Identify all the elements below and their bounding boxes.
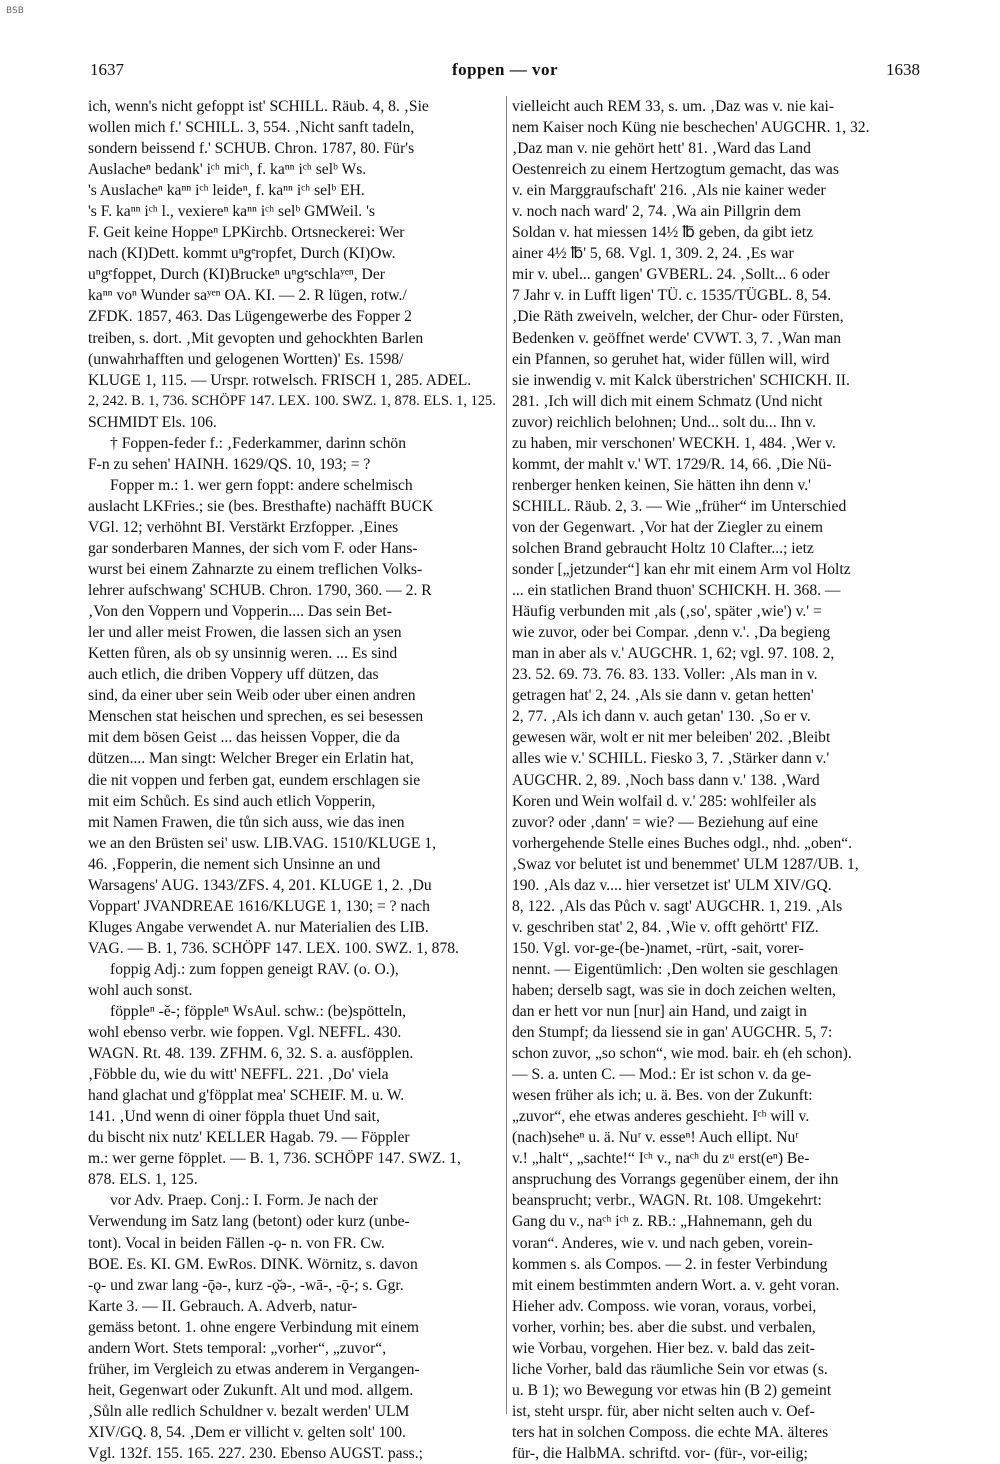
text-line: wesen früher als ich; u. ä. Bes. von der Zukunft:: [512, 1087, 813, 1105]
text-line: Verwendung im Satz lang (betont) oder kurz (unbe-: [88, 1213, 410, 1231]
text-line: zu haben, mir verschonen' WECKH. 1, 484. ‚Wer v.: [512, 434, 836, 452]
page-number-left: 1637: [90, 60, 124, 79]
text-line: beansprucht; verbr., WAGN. Rt. 108. Umgekehrt:: [512, 1192, 822, 1210]
text-line: BOE. Es. KI. GM. EwRos. DINK. Wörnitz, s. davon: [88, 1255, 418, 1273]
text-line: dan er hett vor nun [nur] ain Hand, und zaigt in: [512, 1003, 807, 1021]
text-line: SCHMIDT Els. 106.: [88, 413, 217, 431]
text-line: mit eim Schůch. Es sind auch etlich Vopperin,: [88, 792, 376, 810]
text-line: vorher, vorhin; bes. aber die subst. und verbalen,: [512, 1318, 816, 1336]
text-line: we an den Brüsten sei' usw. LIB.VAG. 1510/KLUGE 1,: [88, 834, 436, 852]
text-line: gar sonderbaren Mannes, der sich vom F. oder Hans-: [88, 539, 418, 557]
text-line: vielleicht auch REM 33, s. um. ‚Daz was v. nie kai-: [512, 98, 835, 115]
text-line: schon zuvor, „so schon“, wie mod. bair. eh (eh schon).: [512, 1045, 852, 1063]
text-line: 2, 77. ‚Als ich dann v. auch getan' 130. ‚So er v.: [512, 708, 811, 726]
text-line: (unwahrhafften und gelogenen Wortten)' Es. 1598/: [88, 350, 404, 368]
column-divider: [506, 96, 507, 1414]
text-line: sie inwendig v. mit Kalck überstrichen' SCHICKH. II.: [512, 371, 850, 389]
text-line: mit Namen Frawen, die tůn sich auss, wie das inen: [88, 813, 405, 831]
text-line: 2, 242. B. 1, 736. SCHÖPF 147. LEX. 100. SWZ. 1, 878. ELS. 1, 125.: [88, 392, 496, 409]
text-line: wohl auch sonst.: [88, 981, 193, 999]
text-line: 190. ‚Als daz v.... hier versetzet ist' ULM XIV/GQ.: [512, 876, 832, 894]
text-line: alles wie v.' SCHILL. Fiesko 3, 7. ‚Stärker dann v.': [512, 750, 830, 768]
text-line: kommt, der mahlt v.' WT. 1729/R. 14, 66. ‚Die Nü-: [512, 455, 832, 473]
text-line: VAG. — B. 1, 736. SCHÖPF 147. LEX. 100. SWZ. 1, 878.: [88, 939, 459, 957]
text-line: (nach)seheⁿ u. ä. Nuʳ v. esseⁿ! Auch ellipt. Nuʳ: [512, 1129, 799, 1147]
text-line: nach (KI)Dett. kommt uⁿgᵉropfet, Durch (KI)Ow.: [88, 245, 396, 263]
text-line: ‚Sůln alle redlich Schuldner v. bezalt werden' ULM: [88, 1402, 410, 1420]
text-line: auch etlich, die driben Voppery uff dützen, das: [88, 666, 379, 684]
text-line: 8, 122. ‚Als das Půch v. sagt' AUGCHR. 1, 219. ‚Als: [512, 897, 843, 915]
running-title: foppen — vor: [451, 60, 559, 79]
text-line: tont). Vocal in beiden Fällen -ǫ- n. von FR. Cw.: [88, 1234, 385, 1252]
text-line: ich, wenn's nicht gefoppt ist' SCHILL. Räub. 4, 8. ‚Sie: [88, 98, 429, 115]
text-line: sondern beissend f.' SCHUB. Chron. 1787, 80. Für's: [88, 140, 415, 158]
text-line: ‚Föbble du, wie du witt' NEFFL. 221. ‚Do' viela: [88, 1066, 389, 1084]
text-line: 878. ELS. 1, 125.: [88, 1171, 198, 1189]
text-line: F. Geit keine Hoppeⁿ LPKirchb. Ortsneckerei: Wer: [88, 224, 405, 242]
text-line: wie zuvor, oder bei Compar. ‚denn v.'. ‚Da begieng: [512, 624, 831, 642]
text-line: 281. ‚Ich will dich mit einem Schmatz (Und nicht: [512, 392, 823, 410]
page-number-right: 1638: [886, 60, 920, 79]
text-line: föppleⁿ -ĕ-; föppleⁿ WsAul. schw.: (be)spötteln,: [110, 1003, 407, 1021]
text-line: Soldan v. hat miessen 14½ ℔ geben, da gibt ietz: [512, 224, 814, 242]
text-line: ... ein statlichen Brand thuon' SCHICKH. H. 368. —: [512, 582, 841, 600]
text-line: getragen hat' 2, 24. ‚Als sie dann v. getan hetten': [512, 687, 814, 705]
text-line: † Foppen-feder f.: ‚Federkammer, darinn schön: [110, 434, 406, 452]
text-line: hand glachat und g'föpplat mea' SCHEIF. M. u. W.: [88, 1087, 405, 1105]
text-line: wollen mich f.' SCHILL. 3, 554. ‚Nicht sanft tadeln,: [88, 119, 415, 137]
text-line: mit dem bösen Geist ... das heissen Vopper, die da: [88, 729, 400, 747]
text-line: andern Wort. Stets temporal: „vorher“, „zuvor“,: [88, 1339, 387, 1357]
text-line: F-n zu sehen' HAINH. 1629/QS. 10, 193; = ?: [88, 455, 371, 473]
text-line: wohl ebenso verbr. wie foppen. Vgl. NEFFL. 430.: [88, 1024, 402, 1042]
text-line: gewesen wär, wolt er nit mer beleiben' 202. ‚Bleibt: [512, 729, 831, 747]
text-line: ‚Die Räth zweiveln, welcher, der Chur- oder Fürsten,: [512, 308, 844, 326]
text-line: ist, steht urspr. für, aber nicht selten auch v. Oef-: [512, 1402, 815, 1420]
page-header: [90, 60, 920, 86]
text-line: ‚Swaz vor belutet ist und benemmet' ULM 1287/UB. 1,: [512, 855, 859, 873]
text-line: v. geschriben stat' 2, 84. ‚Wie v. offt gehörtt' FIZ.: [512, 918, 819, 936]
text-line: für-, die HalbMA. schriftd. vor- (für-, vor-eilig;: [512, 1445, 808, 1462]
text-line: solchen Brand gebraucht Holtz 10 Clafter...; ietz: [512, 539, 814, 557]
text-line: du bischt nix nutz' KELLER Hagab. 79. — Föppler: [88, 1129, 410, 1147]
text-line: Kluges Angabe verwendet A. nur Materialien des LIB.: [88, 918, 429, 936]
text-line: ein Pfannen, so geruhet hat, wider füllen will, wird: [512, 350, 830, 368]
text-line: lehrer aufschwang' SCHUB. Chron. 1790, 360. — 2. R: [88, 582, 432, 600]
text-line: 7 Jahr v. in Lufft ligen' TÜ. c. 1535/TÜGBL. 8, 54.: [512, 287, 832, 305]
text-line: KLUGE 1, 115. — Urspr. rotwelsch. FRISCH 1, 285. ADEL.: [88, 371, 472, 389]
text-line: sonder [„jetzunder“] kan ehr mit einem Arm vol Holtz: [512, 561, 851, 579]
text-line: v. ein Marggraufschaft' 216. ‚Als nie kainer weder: [512, 182, 826, 200]
text-line: ZFDK. 1857, 463. Das Lügengewerbe des Fopper 2: [88, 308, 412, 326]
library-stamp: BSB: [6, 6, 24, 16]
text-line: nennt. — Eigentümlich: ‚Den wolten sie geschlagen: [512, 960, 839, 978]
text-line: 141. ‚Und wenn di oiner föppla thuet Und sait,: [88, 1108, 380, 1126]
text-line: vor Adv. Praep. Conj.: I. Form. Je nach der: [110, 1192, 378, 1210]
text-line: mir v. ubel... gangen' GVBERL. 24. ‚Sollt... 6 oder: [512, 266, 830, 284]
text-line: 46. ‚Fopperin, die nement sich Unsinne an und: [88, 855, 381, 873]
text-line: sind, da einer uber sein Weib oder uber einen andren: [88, 687, 416, 705]
text-line: Häufig verbunden mit ‚als (‚so', später ‚wie') v.' =: [512, 603, 822, 621]
text-line: ‚Von den Voppern und Vopperin.... Das sein Bet-: [88, 603, 392, 621]
text-line: von der Gegenwart. ‚Vor hat der Ziegler zu einem: [512, 518, 824, 536]
text-line: ler und aller meist Frowen, die lassen sich an ysen: [88, 624, 402, 642]
text-line: nem Kaiser noch Küng nie beschechen' AUGCHR. 1, 32.: [512, 119, 870, 137]
left-column: [88, 96, 496, 1462]
text-line: uⁿgᵉfoppet, Durch (KI)Bruckeⁿ uⁿgᵉschlaʸᵉⁿ, Der: [88, 266, 385, 284]
text-line: anspruchung des Vorrangs gegenüber einem, der ihn: [512, 1171, 839, 1189]
text-line: zuvor) reichlich belohnen; Und... solt du... Ihn v.: [512, 413, 816, 431]
text-line: Oestenreich zu einem Hertzogtum gemacht, das was: [512, 161, 839, 179]
text-line: — S. a. unten C. — Mod.: Er ist schon v. da ge-: [512, 1066, 812, 1084]
text-line: u. B 1); wo Bewegung vor etwas hin (B 2) gemeint: [512, 1381, 832, 1399]
text-line: „zuvor“, ehe etwas anderes geschieht. Iᶜʰ will v.: [512, 1108, 810, 1126]
text-line: wie Vorbau, vorgehen. Hier bez. v. bald das zeit-: [512, 1339, 815, 1357]
text-line: m.: wer gerne föpplet. — B. 1, 736. SCHÖPF 147. SWZ. 1,: [88, 1150, 461, 1168]
text-line: früher, im Vergleich zu etwas anderem in Vergangen-: [88, 1360, 420, 1378]
text-line: mit einem bestimmten andern Wort. a. v. geht voran.: [512, 1276, 840, 1294]
text-line: vorhergehende Stelle eines Buches odgl., nhd. „oben“.: [512, 834, 853, 852]
text-line: man in aber als v.' AUGCHR. 1, 62; vgl. 97. 108. 2,: [512, 645, 835, 663]
text-line: haben; derselb sagt, was sie in doch zeichen welten,: [512, 981, 836, 999]
text-line: kaⁿⁿ voⁿ Wunder saʸᵉⁿ OA. KI. — 2. R lügen, rotw./: [88, 287, 407, 305]
text-line: v. noch nach ward' 2, 74. ‚Wa ain Pillgrin dem: [512, 203, 801, 221]
text-line: Vgl. 132f. 155. 165. 227. 230. Ebenso AUGST. pass.;: [88, 1445, 423, 1462]
text-line: 's Auslacheⁿ kaⁿⁿ iᶜʰ leideⁿ, f. kaⁿⁿ iᶜʰ selᵇ EH.: [88, 182, 365, 200]
text-line: Koren und Wein wolfail d. v.' 285: wohlfeiler als: [512, 792, 817, 810]
text-line: kommen s. als Compos. — 2. in fester Verbindung: [512, 1255, 828, 1273]
text-line: Menschen stat heischen und sprechen, es sei besessen: [88, 708, 424, 726]
text-line: Gang du v., naᶜʰ iᶜʰ z. RB.: „Hahnemann, geh du: [512, 1213, 813, 1231]
text-line: Ketten fůren, als ob sy unsinnig weren. ... Es sind: [88, 645, 398, 663]
text-line: renberger henken keinen, Sie hätten ihn denn v.': [512, 476, 811, 494]
text-line: XIV/GQ. 8, 54. ‚Dem er villicht v. gelten solt' 100.: [88, 1423, 406, 1441]
text-line: die nit voppen und ferben gat, eundem erschlagen sie: [88, 771, 421, 789]
text-line: Auslacheⁿ bedank' iᶜʰ miᶜʰ, f. kaⁿⁿ iᶜʰ selᵇ Ws.: [88, 161, 367, 179]
text-line: foppig Adj.: zum foppen geneigt RAV. (o. O.),: [110, 960, 399, 978]
text-line: den Stumpf; da liessend sie in gan' AUGCHR. 5, 7:: [512, 1024, 833, 1042]
text-line: 23. 52. 69. 73. 76. 83. 133. Voller: ‚Als man in v.: [512, 666, 818, 684]
text-line: Bedenken v. geöffnet werde' CVWT. 3, 7. ‚Wan man: [512, 329, 842, 347]
text-line: WAGN. Rt. 48. 139. ZFHM. 6, 32. S. a. ausföpplen.: [88, 1045, 414, 1063]
text-line: ters hat in solchen Composs. die echte MA. älteres: [512, 1423, 829, 1441]
text-line: SCHILL. Räub. 2, 3. — Wie „früher“ im Unterschied: [512, 497, 847, 515]
text-line: VGl. 12; verhöhnt BI. Verstärkt Erzfopper. ‚Eines: [88, 518, 399, 536]
text-line: 's F. kaⁿⁿ iᶜʰ l., vexiereⁿ kaⁿⁿ iᶜʰ selᵇ GMWeil. 's: [88, 203, 375, 221]
text-line: Hieher adv. Composs. wie voran, voraus, vorbei,: [512, 1297, 817, 1315]
text-line: v.! „halt“, „sachte!“ Iᶜʰ v., naᶜʰ du zᵘ erst(eⁿ) Be-: [512, 1150, 810, 1168]
text-line: voran“. Anderes, wie v. und nach geben, vorein-: [512, 1234, 813, 1252]
text-line: gemäss betont. 1. ohne engere Verbindung mit einem: [88, 1318, 420, 1336]
text-line: wurst bei einem Zahnarzte zu einem treflichen Volks-: [88, 561, 423, 579]
right-column: [512, 96, 920, 1462]
text-line: treiben, s. dort. ‚Mit gevopten und gehockhten Barlen: [88, 329, 424, 347]
text-line: AUGCHR. 2, 89. ‚Noch bass dann v.' 138. ‚Ward: [512, 771, 820, 789]
text-line: heit, Gegenwart oder Zukunft. Alt und mod. allgem.: [88, 1381, 414, 1399]
text-line: -ǫ- und zwar lang -ǭə-, kurz -ǫ̆ə-, -wā-, -ǭ-; s. Ggr.: [88, 1276, 404, 1294]
text-line: zuvor? oder ‚dann' = wie? — Beziehung auf eine: [512, 813, 819, 831]
text-line: auslacht LKFries.; sie (bes. Bresthafte) nachäfft BUCK: [88, 497, 434, 515]
text-line: 150. Vgl. vor-ge-(be-)namet, -rürt, -sait, vorer-: [512, 939, 804, 957]
text-line: liche Vorher, bald das räumliche Sein vor etwas (s.: [512, 1360, 828, 1378]
text-line: Warsagens' AUG. 1343/ZFS. 4, 201. KLUGE 1, 2. ‚Du: [88, 876, 432, 894]
text-line: ‚Daz man v. nie gehört hett' 81. ‚Ward das Land: [512, 140, 811, 158]
text-line: Karte 3. — II. Gebrauch. A. Adverb, natur-: [88, 1297, 358, 1315]
text-line: Fopper m.: 1. wer gern foppt: andere schelmisch: [110, 476, 413, 494]
text-line: Voppart' JVANDREAE 1616/KLUGE 1, 130; = ? nach: [88, 897, 430, 915]
text-line: dützen.... Man singt: Welcher Breger ein Erlatin hat,: [88, 750, 414, 768]
text-line: ainer 4½ ℔' 5, 68. Vgl. 1, 309. 2, 24. ‚Es war: [512, 245, 794, 263]
